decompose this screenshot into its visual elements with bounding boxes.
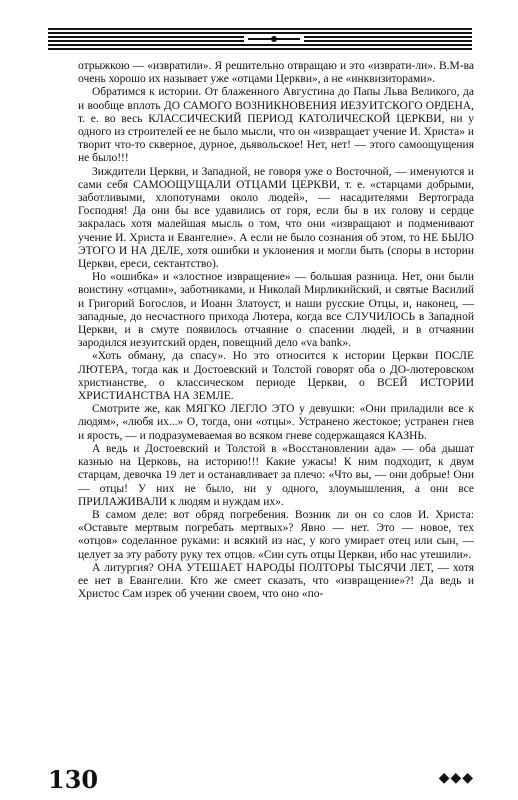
page-body <box>78 60 474 601</box>
page-number: 130 <box>48 765 99 794</box>
paragraph: «Хоть обману, да спасу». Но это относится к истории Церкви ПОСЛЕ ЛЮТЕРА, тогда как и Достоевский и Толстой говорят оба о ДО-лютеровском христианстве, о классическом периоде Церкви, о ВСЕЙ ИСТОРИИ ХРИСТИАНСТВА НА ЗЕМЛЕ. <box>78 350 474 403</box>
paragraph: А литургия? ОНА УТЕШАЕТ НАРОДЫ ПОЛТОРЫ ТЫСЯЧИ ЛЕТ, — хотя ее нет в Евангелии. Кто же смеет сказать, что «извращение»?! Да ведь и Христос Сам изрек об учении своем, что оно «по- <box>78 561 474 601</box>
paragraph: Но «ошибка» и «злостное извращение» — большая разница. Нет, они были воистину «отцами», заботниками, и Николай Мирликийский, и святые Василий и Григорий Богослов, и Иоанн Златоуст, и наши русские Отцы, и, наконец, — западные, до несчастного прихода Лютера, когда все СЛУЧИЛОСЬ в Западной Церкви, и в смуте появилось отчаяние о спасении людей, и в отчаянии зародился иезуитский орден, повещний дело «va bank». <box>78 271 474 350</box>
paragraph: Обратимся к истории. От блаженного Августина до Папы Льва Великого, да и вообще вплоть ДО САМОГО ВОЗНИКНОВЕНИЯ ИЕЗУИТСКОГО ОРДЕНА, т. е. во весь КЛАССИЧЕСКИЙ ПЕРИОД КАТОЛИЧЕСКОЙ ЦЕРКВИ, ни у одного из строителей ее не было мысли, что он «извращает учение И. Христа» и творит что-то скверное, дурное, дьявольское! Нет, нет! — этого самоощущения не было!!! <box>78 86 474 165</box>
paragraph: В самом деле: вот обряд погребения. Возник ли он со слов И. Христа: «Оставьте мертвым погребать мертвых»? Явно — нет. Это — новое, тех «отцов» соделанное руками: и всякий из нас, у кого умирает отец или сын, — целует за эту работу руку тех отцов. «Сии суть отцы Церкви, ибо нас утешили». <box>78 508 474 561</box>
page-footer <box>48 766 474 794</box>
paragraph: А ведь и Достоевский и Толстой в «Восстановлении ада» — оба дышат казнью на Церковь, на историю!!! Какие ужасы! К ним подходит, к двум старцам, девочка 19 лет и останавливает за плечо: «Что вы, — они добрые! Они — отцы! У них не было, ни у одного, злоумышления, а они все ПРИЛАЖИВАЛИ к людям и нуждам их». <box>78 442 474 508</box>
paragraph: Смотрите же, как МЯГКО ЛЕГЛО ЭТО у девушки: «Они приладили все к людям», «любя их...» О, тогда, они «отцы». Устранено жестокое; устранен гнев и ярость, — и подразумеваемая во всяком гневе содержащаяся КАЗНЬ. <box>78 403 474 442</box>
header-rule <box>48 28 472 50</box>
paragraph: Зиждители Церкви, и Западной, не говоря уже о Восточной, — именуются и сами себя САМООЩУЩАЛИ ОТЦАМИ ЦЕРКВИ, т. е. «старцами добрыми, заботливыми, хлопотунами около людей», — насадителями Вертограда Господня! Да они бы все удавились от горя, если бы в их голову и сердце закралась хотя малейшая мысль о том, что они «извращают и подменивают учение И. Христа и Евангелие». А если не было сознания об этом, то НЕ БЫЛО ЭТОГО И НА ДЕЛЕ, хотя ошибки и уклонения и могли быть (споры в истории Церкви, ереси, сектантство). <box>78 165 474 271</box>
diamond-ornament-icon: ◆◆◆ <box>438 771 474 786</box>
paragraph: отрыжкою — «извратили». Я решительно отвращаю и это «изврати-ли». В.М-ва очень хорошо их называет уже «отцами Церкви», а не «инквизиторами». <box>78 60 474 86</box>
